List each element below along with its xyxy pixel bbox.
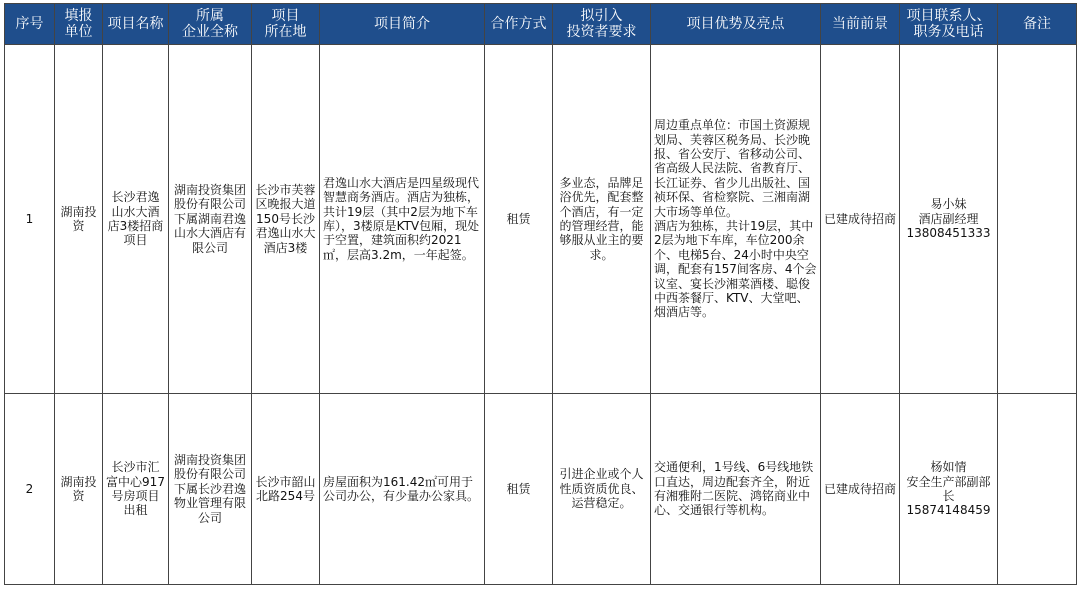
cell-status: 已建成待招商 (821, 394, 900, 585)
cell-contact (900, 394, 998, 585)
cell-advantage: 周边重点单位：市国土资源规划局、芙蓉区税务局、长沙晚报、省公安厅、省移动公司、省高级人民法院、省教育厅、长江证券、省少儿出版社、国祯环保、省检察院、三湘南湖大市场等单位。 酒店为独栋，共计19层，其中2层为地下车库，车位200余个、电梯5台、24小时中央空调，配套有157间客房、4个会议室、宴长沙湘菜酒楼、聪俊中西茶餐厅、KTV、大堂吧、烟酒店等。 (651, 45, 821, 394)
header-unit: 填报 单位 (55, 4, 103, 45)
header-advantage: 项目优势及亮点 (651, 4, 821, 45)
cell-investor-requirement: 引进企业或个人性质资质优良、运营稳定。 (553, 394, 651, 585)
project-table-container (4, 3, 1076, 585)
cell-contact (900, 45, 998, 394)
header-project-name: 项目名称 (103, 4, 169, 45)
cell-company: 湖南投资集团股份有限公司下属湖南君逸山水大酒店有限公司 (169, 45, 252, 394)
cell-location: 长沙市韶山北路254号 (252, 394, 320, 585)
contact-phone: 13808451333 (906, 226, 991, 241)
cell-company: 湖南投资集团股份有限公司下属长沙君逸物业管理有限公司 (169, 394, 252, 585)
cell-intro: 君逸山水大酒店是四星级现代智慧商务酒店。酒店为独栋，共计19层（其中2层为地下车库），3楼原是KTV包厢，现处于空置，建筑面积约2021㎡，层高3.2m，一年起签。 (320, 45, 485, 394)
cell-project-name: 长沙君逸山水大酒店3楼招商项目 (103, 45, 169, 394)
cell-location: 长沙市芙蓉区晚报大道150号长沙君逸山水大酒店3楼 (252, 45, 320, 394)
header-row (5, 4, 1077, 45)
contact-name: 易小妹 (930, 197, 967, 212)
cell-seq: 1 (5, 45, 55, 394)
header-contact: 项目联系人、 职务及电话 (900, 4, 998, 45)
header-intro: 项目简介 (320, 4, 485, 45)
contact-title: 酒店副经理 (918, 211, 979, 226)
header-company: 所属 企业全称 (169, 4, 252, 45)
table-row (5, 394, 1077, 585)
header-status: 当前前景 (821, 4, 900, 45)
table-row (5, 45, 1077, 394)
cell-intro: 房屋面积为161.42㎡可用于公司办公，有少量办公家具。 (320, 394, 485, 585)
header-seq: 序号 (5, 4, 55, 45)
cell-remark (998, 45, 1077, 394)
header-remark: 备注 (998, 4, 1077, 45)
contact-name: 杨如情 (930, 460, 967, 475)
header-location: 项目 所在地 (252, 4, 320, 45)
cell-investor-requirement: 多业态，品牌足浴优先，配套整个酒店，有一定的管理经营，能够服从业主的要求。 (553, 45, 651, 394)
header-investor-requirement: 拟引入 投资者要求 (553, 4, 651, 45)
contact-phone: 15874148459 (906, 503, 991, 518)
cell-remark (998, 394, 1077, 585)
cell-unit: 湖南投资 (55, 45, 103, 394)
cell-unit: 湖南投资 (55, 394, 103, 585)
contact-title: 安全生产部副部长 (906, 474, 991, 503)
cell-seq: 2 (5, 394, 55, 585)
header-cooperation-mode: 合作方式 (485, 4, 553, 45)
cell-cooperation-mode: 租赁 (485, 45, 553, 394)
investment-project-table (4, 3, 1077, 585)
cell-cooperation-mode: 租赁 (485, 394, 553, 585)
cell-advantage: 交通便利，1号线、6号线地铁口直达，周边配套齐全，附近有湘雅附二医院、鸿铭商业中心、交通银行等机构。 (651, 394, 821, 585)
cell-project-name: 长沙市汇富中心917号房项目出租 (103, 394, 169, 585)
cell-status: 已建成待招商 (821, 45, 900, 394)
